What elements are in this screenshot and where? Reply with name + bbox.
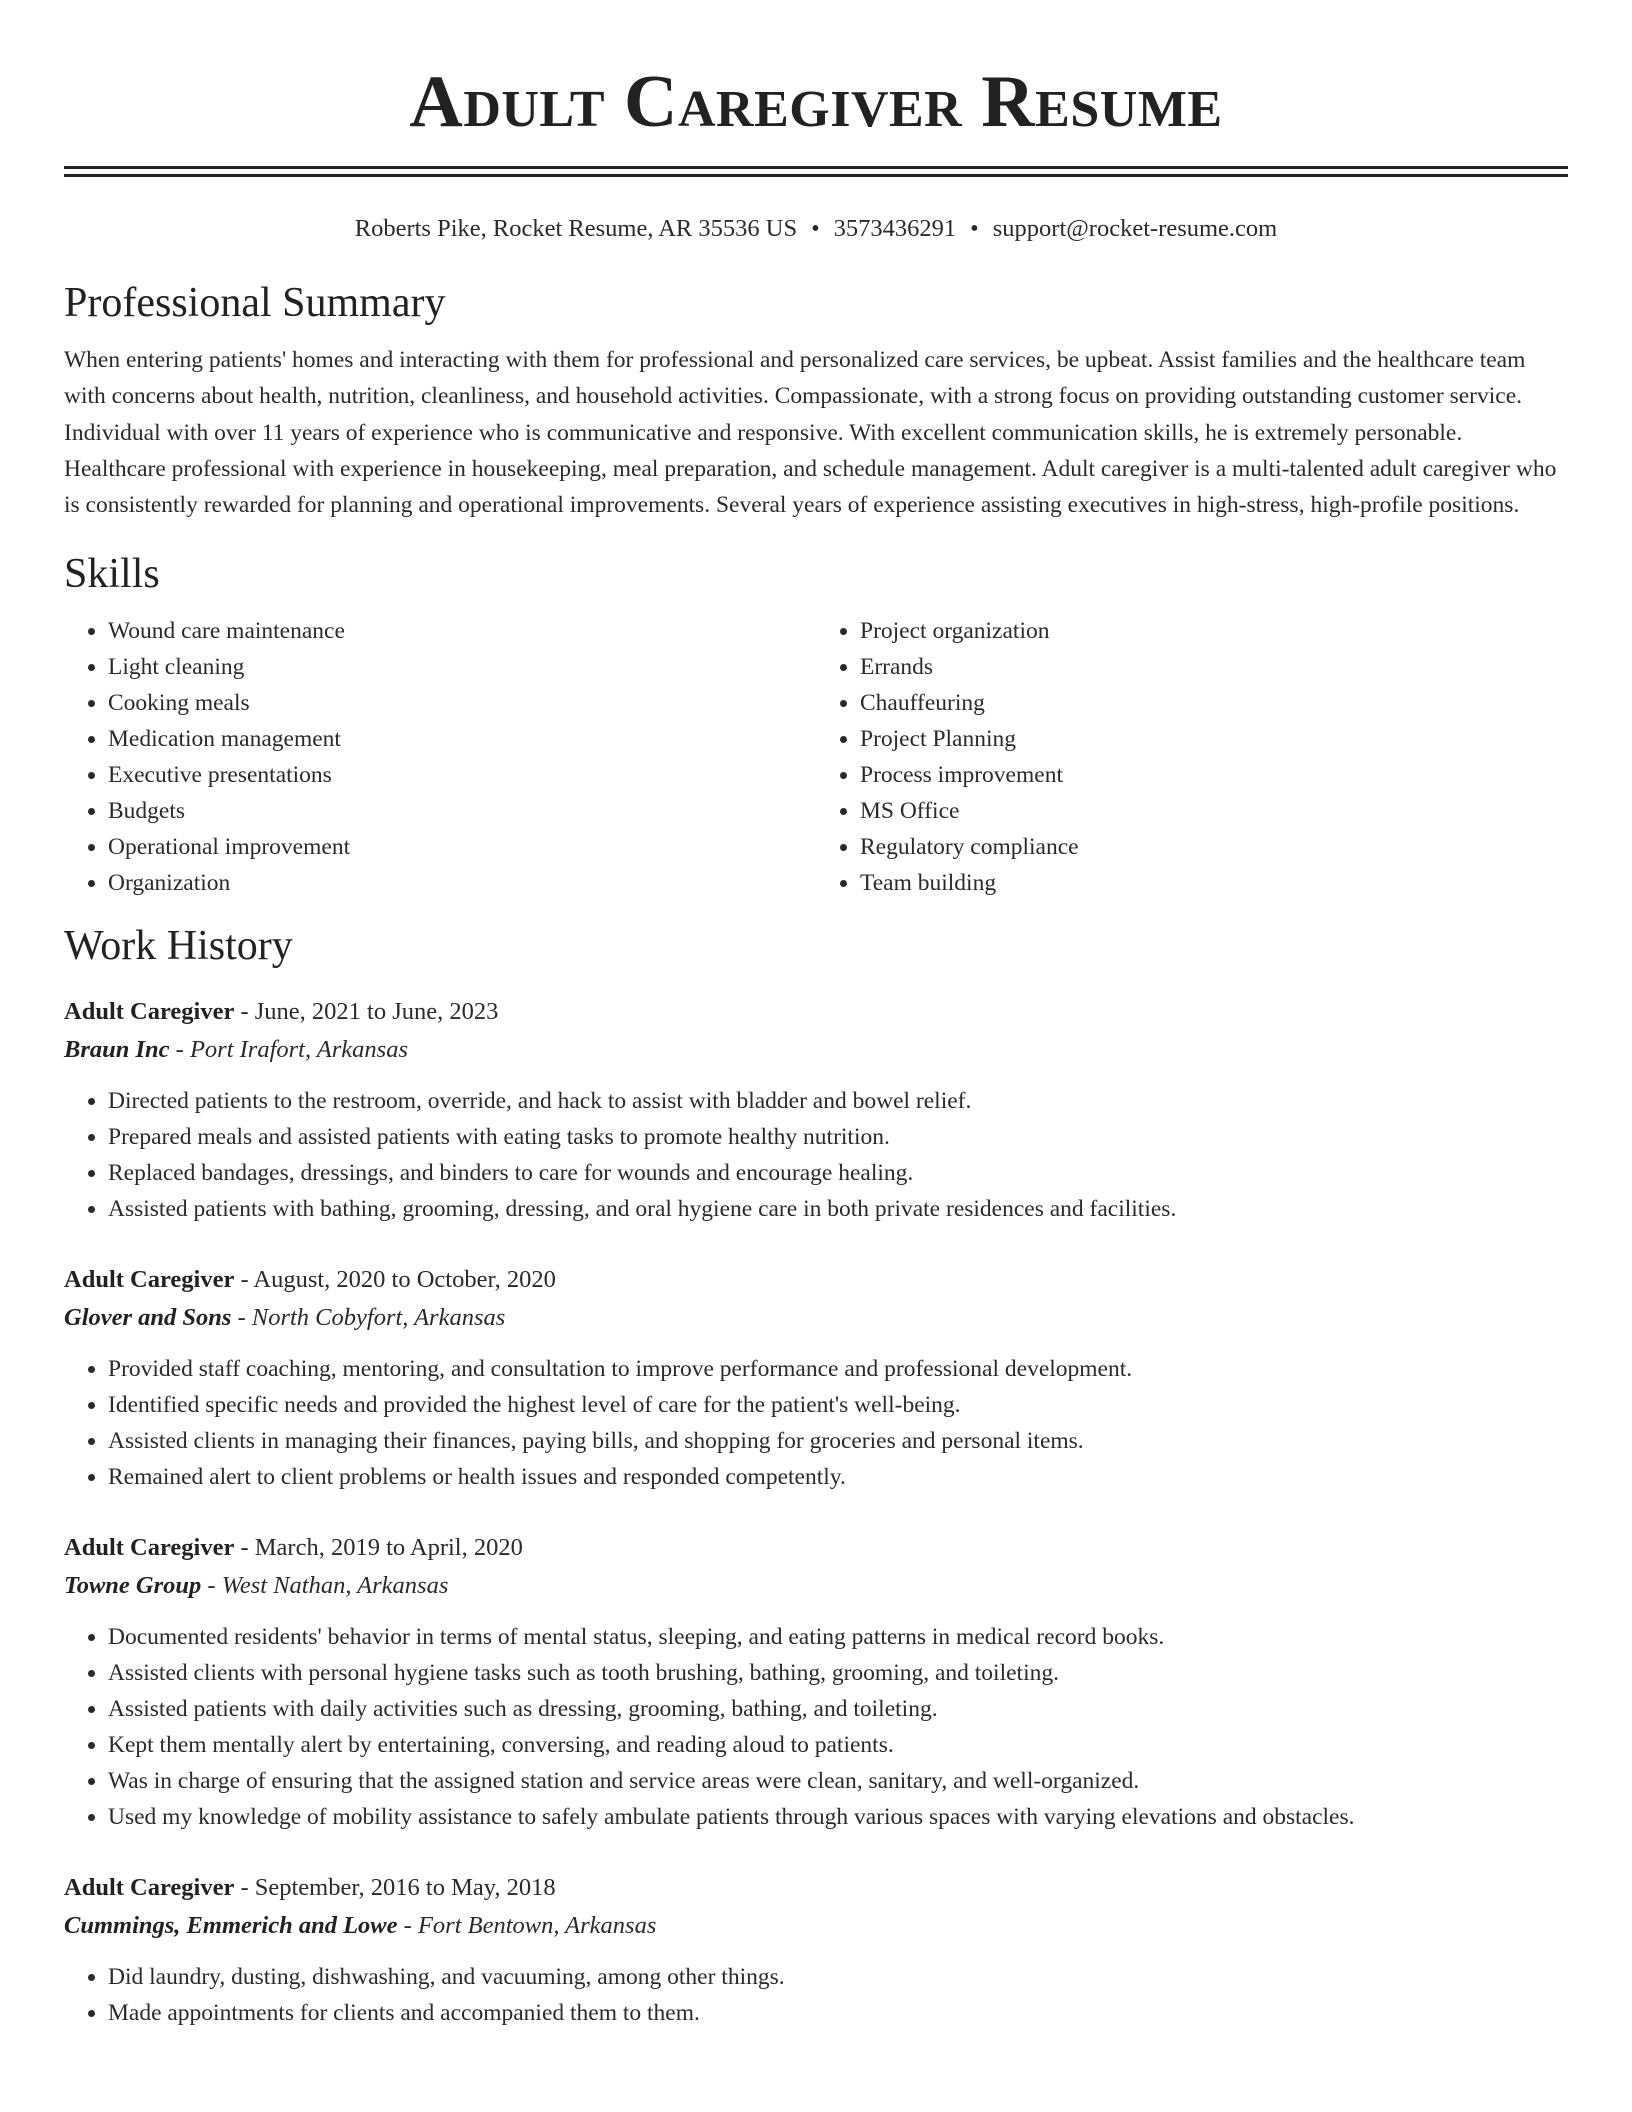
skill-item: • Cooking meals: [108, 685, 816, 721]
job-duty: • Documented residents' behavior in terms of mental status, sleeping, and eating patterns in medical record books.: [108, 1619, 1568, 1655]
skills-heading: Skills: [64, 551, 160, 598]
job-header: [64, 1261, 1568, 1299]
job-company-line: [64, 1031, 1568, 1069]
skill-item: • Wound care maintenance: [108, 613, 816, 649]
title-divider-thin: [64, 174, 1568, 177]
job-entry: [64, 1529, 1568, 1835]
skill-item: • Budgets: [108, 793, 816, 829]
job-location: - Port Irafort, Arkansas: [169, 1036, 408, 1064]
job-duty: • Did laundry, dusting, dishwashing, and vacuuming, among other things.: [108, 1959, 1568, 1995]
job-location: - Fort Bentown, Arkansas: [397, 1912, 657, 1940]
job-duty: • Directed patients to the restroom, override, and hack to assist with bladder and bowel relief.: [108, 1083, 1568, 1119]
skill-item: • Team building: [860, 865, 1568, 901]
job-duties: [64, 1351, 1568, 1495]
summary-text: When entering patients' homes and interacting with them for professional and personalized care services, be upbeat. Assist families and the healthcare team with concerns about health, nutrition, cleanliness, and household activities. Compassionate, with a strong focus on providing outstanding customer service. Individual with over 11 years of experience who is communicative and responsive. With excellent communication skills, he is extremely personable. Healthcare professional with experience in housekeeping, meal preparation, and schedule management. Adult caregiver is a multi-talented adult caregiver who is consistently rewarded for planning and operational improvements. Several years of experience assisting executives in high-stress, high-profile positions.: [64, 347, 1557, 519]
job-duty: • Replaced bandages, dressings, and binders to care for wounds and encourage healing.: [108, 1155, 1568, 1191]
job-company: Towne Group: [64, 1572, 202, 1600]
job-duty: • Remained alert to client problems or health issues and responded competently.: [108, 1459, 1568, 1495]
skill-item: • Process improvement: [860, 757, 1568, 793]
title-divider-thick: [64, 166, 1568, 169]
job-company: Cummings, Emmerich and Lowe: [64, 1912, 398, 1940]
skill-item: • Regulatory compliance: [860, 829, 1568, 865]
job-company-line: [64, 1299, 1568, 1337]
job-duty: • Was in charge of ensuring that the assigned station and service areas were clean, sanitary, and well-organized.: [108, 1763, 1568, 1799]
job-duty: • Assisted patients with daily activities such as dressing, grooming, bathing, and toileting.: [108, 1691, 1568, 1727]
skill-item: • Project Planning: [860, 721, 1568, 757]
job-dates: - June, 2021 to June, 2023: [234, 998, 499, 1026]
job-dates: - March, 2019 to April, 2020: [234, 1534, 523, 1562]
job-role: Adult Caregiver: [64, 1266, 235, 1294]
job-company-line: [64, 1567, 1568, 1605]
skill-item: • Light cleaning: [108, 649, 816, 685]
contact-phone: 3573436291: [833, 215, 957, 242]
skills-columns: [64, 613, 1568, 901]
skill-item: • Operational improvement: [108, 829, 816, 865]
job-duties: [64, 1959, 1568, 2031]
job-company-line: [64, 1907, 1568, 1945]
job-dates: - September, 2016 to May, 2018: [234, 1874, 556, 1902]
job-duty: • Used my knowledge of mobility assistance to safely ambulate patients through various spaces with varying elevations and obstacles.: [108, 1799, 1568, 1835]
skill-item: • Executive presentations: [108, 757, 816, 793]
job-role: Adult Caregiver: [64, 1874, 235, 1902]
job-header: [64, 1869, 1568, 1907]
job-duty: • Made appointments for clients and accompanied them to them.: [108, 1995, 1568, 2031]
skill-item: • Organization: [108, 865, 816, 901]
job-location: - West Nathan, Arkansas: [201, 1572, 449, 1600]
job-header: [64, 993, 1568, 1031]
job-duty: • Prepared meals and assisted patients with eating tasks to promote healthy nutrition.: [108, 1119, 1568, 1155]
job-header: [64, 1529, 1568, 1567]
skill-item: • MS Office: [860, 793, 1568, 829]
job-duty: • Identified specific needs and provided the highest level of care for the patient's well-being.: [108, 1387, 1568, 1423]
contact-email: support@rocket-resume.com: [992, 215, 1278, 242]
work-history-heading: Work History: [64, 923, 293, 970]
resume-title: Adult Caregiver Resume: [409, 61, 1223, 143]
job-role: Adult Caregiver: [64, 1534, 235, 1562]
job-entry: [64, 1869, 1568, 2031]
job-company: Glover and Sons: [64, 1304, 232, 1332]
contact-line: [64, 214, 1568, 244]
contact-address: Roberts Pike, Rocket Resume, AR 35536 US: [354, 215, 798, 242]
job-entry: [64, 993, 1568, 1227]
job-location: - North Cobyfort, Arkansas: [231, 1304, 506, 1332]
job-role: Adult Caregiver: [64, 998, 235, 1026]
job-duty: • Kept them mentally alert by entertaining, conversing, and reading aloud to patients.: [108, 1727, 1568, 1763]
job-duties: [64, 1083, 1568, 1227]
job-entry: [64, 1261, 1568, 1495]
skill-item: • Chauffeuring: [860, 685, 1568, 721]
job-duty: • Provided staff coaching, mentoring, and consultation to improve performance and professional development.: [108, 1351, 1568, 1387]
skill-item: • Project organization: [860, 613, 1568, 649]
skill-item: • Errands: [860, 649, 1568, 685]
skills-list-right: [816, 613, 1568, 901]
job-duties: [64, 1619, 1568, 1835]
job-duty: • Assisted patients with bathing, grooming, dressing, and oral hygiene care in both private residences and facilities.: [108, 1191, 1568, 1227]
summary-heading: Professional Summary: [64, 280, 446, 326]
skill-item: • Medication management: [108, 721, 816, 757]
job-duty: • Assisted clients with personal hygiene tasks such as tooth brushing, bathing, grooming, and toileting.: [108, 1655, 1568, 1691]
job-company: Braun Inc: [64, 1036, 170, 1064]
contact-separator: •: [811, 215, 820, 242]
job-duty: • Assisted clients in managing their finances, paying bills, and shopping for groceries and personal items.: [108, 1423, 1568, 1459]
skills-list-left: [64, 613, 816, 901]
contact-separator: •: [970, 215, 979, 242]
job-dates: - August, 2020 to October, 2020: [234, 1266, 556, 1294]
